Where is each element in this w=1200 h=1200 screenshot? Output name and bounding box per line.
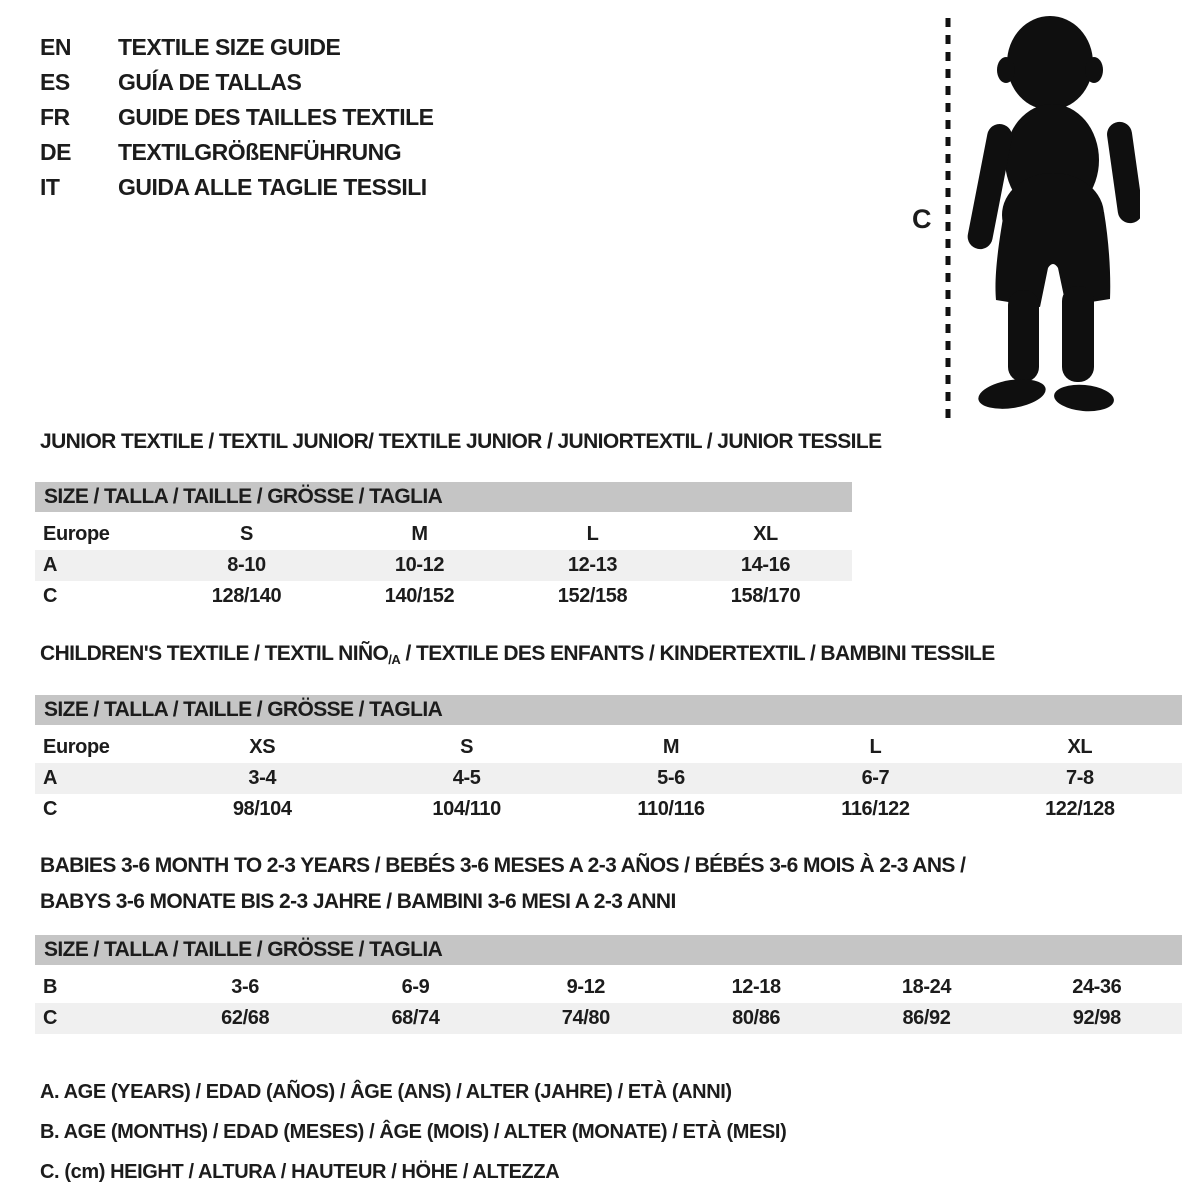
lang-code: EN [40, 34, 71, 60]
size-value: XS [249, 736, 276, 758]
size-value: S [240, 523, 253, 545]
junior-row-europe [35, 519, 852, 550]
babies-section-title [35, 848, 1182, 920]
lang-row-de [40, 135, 434, 170]
babies-row-height [35, 1003, 1182, 1034]
lang-title: TEXTILE SIZE GUIDE [118, 34, 341, 60]
age-value: 7-8 [1065, 767, 1094, 789]
size-value: XL [753, 523, 778, 545]
age-value: 3-4 [248, 767, 277, 789]
row-label: C [43, 1007, 58, 1029]
children-title-prefix: CHILDREN'S TEXTILE / TEXTIL NIÑO [40, 642, 389, 665]
height-value: 128/140 [211, 585, 282, 607]
junior-row-height [35, 581, 852, 612]
row-label: Europe [43, 736, 110, 758]
age-value: 6-7 [861, 767, 890, 789]
height-dashed-line [945, 18, 951, 418]
lang-code: ES [40, 69, 70, 95]
age-value: 5-6 [657, 767, 685, 789]
height-value: 116/122 [841, 798, 910, 820]
age-months-value: 9-12 [566, 976, 606, 998]
legend-footnotes [40, 1072, 786, 1192]
row-label: A [43, 554, 58, 576]
size-value: M [411, 523, 428, 545]
children-title-subscript: /A [388, 652, 401, 667]
babies-title-line1: BABIES 3-6 MONTH TO 2-3 YEARS / BEBÉS 3-6 MESES A 2-3 AÑOS / BÉBÉS 3-6 MOIS À 2-3 ANS / [40, 854, 966, 877]
height-value: 68/74 [391, 1007, 440, 1029]
height-value: 74/80 [561, 1007, 610, 1029]
age-value: 10-12 [394, 554, 445, 576]
row-label: B [43, 976, 58, 998]
footnote-age-years: A. AGE (YEARS) / EDAD (AÑOS) / ÂGE (ANS) / ALTER (JAHRE) / ETÀ (ANNI) [40, 1080, 732, 1103]
row-label: A [43, 767, 58, 789]
lang-title: GUIDA ALLE TAGLIE TESSILI [118, 174, 427, 200]
children-row-height [35, 794, 1182, 825]
height-value: 122/128 [1045, 798, 1115, 820]
junior-size-header-bar: SIZE / TALLA / TAILLE / GRÖSSE / TAGLIA [35, 482, 852, 512]
row-label: Europe [43, 523, 110, 545]
section-junior-textile [35, 430, 882, 612]
height-value: 80/86 [732, 1007, 781, 1029]
age-months-value: 6-9 [401, 976, 430, 998]
height-value: 152/158 [557, 585, 628, 607]
junior-section-title: JUNIOR TEXTILE / TEXTIL JUNIOR/ TEXTILE JUNIOR / JUNIORTEXTIL / JUNIOR TESSILE [40, 430, 882, 453]
footnote-height-cm: C. (cm) HEIGHT / ALTURA / HAUTEUR / HÖHE / ALTEZZA [40, 1160, 560, 1183]
height-value: 86/92 [902, 1007, 951, 1029]
babies-title-line2: BABYS 3-6 MONATE BIS 2-3 JAHRE / BAMBINI 3-6 MESI A 2-3 ANNI [40, 890, 676, 913]
size-value: M [662, 736, 680, 758]
size-value: L [869, 736, 882, 758]
age-value: 8-10 [227, 554, 266, 576]
lang-title: TEXTILGRÖßENFÜHRUNG [118, 139, 402, 165]
children-title-suffix: / TEXTILE DES ENFANTS / KINDERTEXTIL / BAMBINI TESSILE [400, 642, 995, 665]
language-header [40, 30, 434, 205]
baby-silhouette-icon [960, 12, 1140, 418]
lang-title: GUÍA DE TALLAS [118, 69, 302, 95]
age-value: 4-5 [452, 767, 481, 789]
height-value: 140/152 [384, 585, 455, 607]
age-months-value: 3-6 [231, 976, 260, 998]
size-value: L [586, 523, 599, 545]
children-row-age [35, 763, 1182, 794]
size-value: S [460, 736, 474, 758]
children-row-europe [35, 732, 1182, 763]
age-value: 12-13 [567, 554, 618, 576]
babies-size-header-bar: SIZE / TALLA / TAILLE / GRÖSSE / TAGLIA [35, 935, 1182, 965]
lang-row-en [40, 30, 434, 65]
age-months-value: 18-24 [901, 976, 952, 998]
children-section-title [35, 642, 1182, 667]
children-size-header-bar: SIZE / TALLA / TAILLE / GRÖSSE / TAGLIA [35, 695, 1182, 725]
footnote-age-months: B. AGE (MONTHS) / EDAD (MESES) / ÂGE (MOIS) / ALTER (MONATE) / ETÀ (MESI) [40, 1120, 787, 1143]
lang-row-fr [40, 100, 434, 135]
height-figure [890, 0, 1160, 430]
height-value: 62/68 [221, 1007, 270, 1029]
height-measure-label: C [912, 204, 932, 234]
height-value: 104/110 [432, 798, 501, 820]
babies-row-age-months [35, 972, 1182, 1003]
height-value: 110/116 [637, 798, 705, 820]
lang-row-it [40, 170, 434, 205]
age-value: 14-16 [740, 554, 791, 576]
size-value: XL [1067, 736, 1093, 758]
junior-row-age [35, 550, 852, 581]
height-value: 158/170 [730, 585, 801, 607]
lang-title: GUIDE DES TAILLES TEXTILE [118, 104, 434, 130]
lang-code: DE [40, 139, 71, 165]
row-label: C [43, 798, 58, 820]
lang-code: FR [40, 104, 70, 130]
age-months-value: 12-18 [731, 976, 781, 998]
row-label: C [43, 585, 58, 607]
section-babies-textile [35, 848, 1182, 1034]
lang-row-es [40, 65, 434, 100]
height-value: 98/104 [232, 798, 292, 820]
age-months-value: 24-36 [1072, 976, 1122, 998]
section-childrens-textile [35, 642, 1182, 825]
lang-code: IT [40, 174, 60, 200]
height-value: 92/98 [1072, 1007, 1121, 1029]
